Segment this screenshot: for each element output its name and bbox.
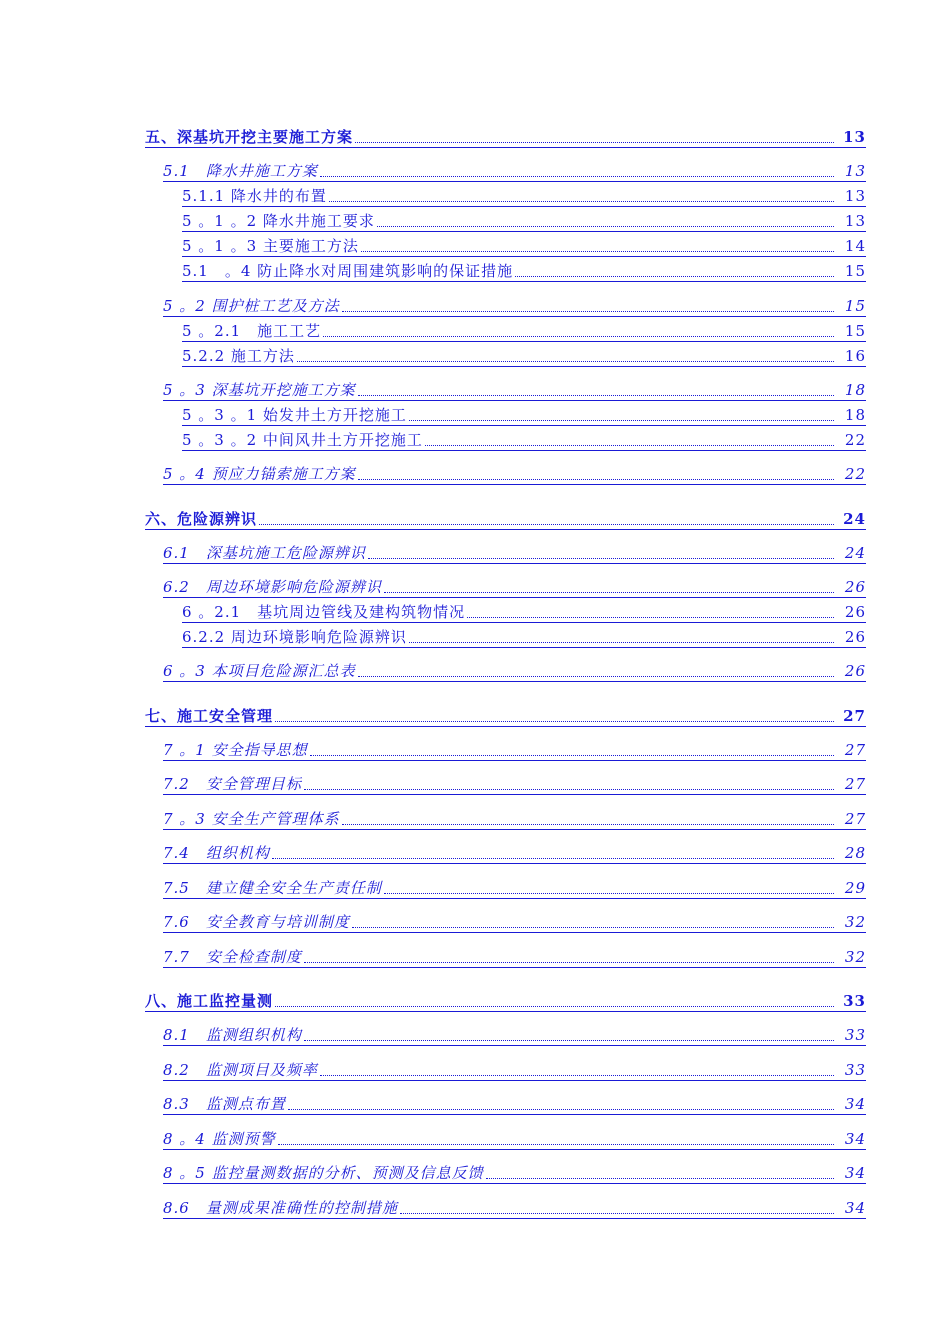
toc-entry-page-number: 27 xyxy=(844,741,866,759)
toc-entry-title: 5.1 。4 防止降水对周围建筑影响的保证措施 xyxy=(182,262,514,280)
toc-entry-title: 7 。1 安全指导思想 xyxy=(163,741,308,759)
dot-leader xyxy=(361,251,834,252)
dot-leader xyxy=(342,311,834,312)
dot-leader xyxy=(467,617,834,618)
toc-entry[interactable] xyxy=(163,1128,866,1150)
dot-leader xyxy=(342,824,834,825)
toc-entry[interactable] xyxy=(163,576,866,598)
toc-entry[interactable] xyxy=(182,404,866,426)
dot-leader xyxy=(275,1006,834,1007)
toc-entry-title: 6.2.2 周边环境影响危险源辨识 xyxy=(182,628,407,646)
toc-entry[interactable] xyxy=(163,773,866,795)
toc-entry[interactable] xyxy=(145,126,866,148)
toc-entry-title: 6 。2.1 基坑周边管线及建构筑物情况 xyxy=(182,603,466,621)
dot-leader xyxy=(409,642,834,643)
dot-leader xyxy=(329,201,834,202)
toc-entry-page-number: 29 xyxy=(844,879,866,897)
toc-entry[interactable] xyxy=(163,877,866,899)
toc-entry-title: 7.7 安全检查制度 xyxy=(163,948,302,966)
dot-leader xyxy=(304,962,834,963)
toc-entry-title: 8.1 监测组织机构 xyxy=(163,1026,302,1044)
toc-entry-title: 5 。3 。2 中间风井土方开挖施工 xyxy=(182,431,423,449)
toc-entry[interactable] xyxy=(163,739,866,761)
toc-entry-page-number: 15 xyxy=(844,297,866,315)
dot-leader xyxy=(486,1178,834,1179)
toc-entry[interactable] xyxy=(182,429,866,451)
toc-entry-page-number: 15 xyxy=(844,262,866,280)
toc-entry[interactable] xyxy=(182,601,866,623)
toc-entry-title: 8.3 监测点布置 xyxy=(163,1095,286,1113)
toc-entry-title: 5.1 降水井施工方案 xyxy=(163,162,318,180)
toc-entry-page-number: 27 xyxy=(844,810,866,828)
dot-leader xyxy=(288,1109,834,1110)
dot-leader xyxy=(425,445,834,446)
toc-entry-page-number: 13 xyxy=(844,187,866,205)
toc-entry-page-number: 26 xyxy=(844,662,866,680)
toc-entry-title: 8 。4 监测预警 xyxy=(163,1130,276,1148)
toc-entry-title: 6.1 深基坑施工危险源辨识 xyxy=(163,544,366,562)
toc-entry-page-number: 13 xyxy=(844,162,866,180)
toc-entry-page-number: 33 xyxy=(844,1026,866,1044)
toc-entry-page-number: 32 xyxy=(844,948,866,966)
toc-entry-page-number: 18 xyxy=(844,381,866,399)
toc-entry-title: 7.5 建立健全安全生产责任制 xyxy=(163,879,382,897)
toc-entry-title: 8.2 监测项目及频率 xyxy=(163,1061,318,1079)
dot-leader xyxy=(304,1040,834,1041)
dot-leader xyxy=(352,927,834,928)
toc-entry[interactable] xyxy=(163,379,866,401)
toc-entry-page-number: 26 xyxy=(844,578,866,596)
toc-entry-page-number: 34 xyxy=(844,1130,866,1148)
toc-entry-title: 7.6 安全教育与培训制度 xyxy=(163,913,350,931)
dot-leader xyxy=(275,721,834,722)
dot-leader xyxy=(384,893,834,894)
toc-entry-title: 5 。1 。2 降水井施工要求 xyxy=(182,212,375,230)
toc-entry-page-number: 16 xyxy=(844,347,866,365)
toc-entry-page-number: 14 xyxy=(844,237,866,255)
toc-entry[interactable] xyxy=(163,946,866,968)
dot-leader xyxy=(368,558,834,559)
toc-entry-page-number: 33 xyxy=(844,1061,866,1079)
dot-leader xyxy=(409,420,834,421)
toc-entry-page-number: 13 xyxy=(844,212,866,230)
dot-leader xyxy=(278,1144,834,1145)
toc-entry[interactable] xyxy=(182,185,866,207)
dot-leader xyxy=(272,858,834,859)
toc-entry-page-number: 22 xyxy=(844,431,866,449)
toc-entry[interactable] xyxy=(145,990,866,1012)
toc-entry[interactable] xyxy=(182,260,866,282)
toc-entry-page-number: 24 xyxy=(843,510,866,528)
toc-entry-page-number: 22 xyxy=(844,465,866,483)
toc-entry[interactable] xyxy=(163,295,866,317)
dot-leader xyxy=(355,142,834,143)
dot-leader xyxy=(358,395,834,396)
toc-entry-page-number: 34 xyxy=(844,1164,866,1182)
dot-leader xyxy=(515,276,834,277)
toc-entry-page-number: 32 xyxy=(844,913,866,931)
dot-leader xyxy=(358,676,834,677)
toc-entry-title: 8 。5 监控量测数据的分析、预测及信息反馈 xyxy=(163,1164,484,1182)
dot-leader xyxy=(310,755,834,756)
toc-entry-title: 6.2 周边环境影响危险源辨识 xyxy=(163,578,382,596)
toc-entry-title: 5 。2.1 施工工艺 xyxy=(182,322,322,340)
toc-entry[interactable] xyxy=(163,1162,866,1184)
toc-entry-title: 7.2 安全管理目标 xyxy=(163,775,302,793)
dot-leader xyxy=(377,226,834,227)
dot-leader xyxy=(297,361,834,362)
toc-entry-title: 5 。1 。3 主要施工方法 xyxy=(182,237,359,255)
dot-leader xyxy=(320,1075,834,1076)
toc-entry-title: 8.6 量测成果准确性的控制措施 xyxy=(163,1199,398,1217)
toc-entry[interactable] xyxy=(163,1024,866,1046)
toc-entry[interactable] xyxy=(163,1093,866,1115)
toc-entry-title: 八、施工监控量测 xyxy=(145,992,274,1010)
toc-entry-title: 5 。3 深基坑开挖施工方案 xyxy=(163,381,356,399)
dot-leader xyxy=(323,336,834,337)
toc-entry-title: 7 。3 安全生产管理体系 xyxy=(163,810,340,828)
toc-entry-page-number: 34 xyxy=(844,1095,866,1113)
toc-entry-page-number: 26 xyxy=(844,628,866,646)
toc-entry[interactable] xyxy=(182,320,866,342)
toc-entry-page-number: 28 xyxy=(844,844,866,862)
dot-leader xyxy=(400,1213,834,1214)
toc-entry[interactable] xyxy=(163,808,866,830)
toc-entry[interactable] xyxy=(182,210,866,232)
toc-entry[interactable] xyxy=(182,345,866,367)
toc-entry[interactable] xyxy=(163,542,866,564)
toc-entry-page-number: 27 xyxy=(843,707,866,725)
toc-entry[interactable] xyxy=(163,842,866,864)
toc-entry[interactable] xyxy=(163,660,866,682)
toc-entry[interactable] xyxy=(145,508,866,530)
dot-leader xyxy=(259,524,834,525)
toc-entry[interactable] xyxy=(163,160,866,182)
toc-entry[interactable] xyxy=(182,235,866,257)
toc-entry-page-number: 13 xyxy=(843,128,866,146)
toc-entry[interactable] xyxy=(145,705,866,727)
toc-entry-page-number: 15 xyxy=(844,322,866,340)
dot-leader xyxy=(358,479,834,480)
toc-entry-title: 5 。3 。1 始发井土方开挖施工 xyxy=(182,406,407,424)
toc-entry-page-number: 34 xyxy=(844,1199,866,1217)
toc-entry-page-number: 24 xyxy=(844,544,866,562)
toc-entry-page-number: 26 xyxy=(844,603,866,621)
toc-entry[interactable] xyxy=(163,1059,866,1081)
dot-leader xyxy=(304,789,834,790)
toc-entry[interactable] xyxy=(163,463,866,485)
dot-leader xyxy=(384,592,834,593)
toc-entry[interactable] xyxy=(182,626,866,648)
toc-entry-title: 5.1.1 降水井的布置 xyxy=(182,187,327,205)
toc-entry-title: 7.4 组织机构 xyxy=(163,844,270,862)
toc-entry-title: 七、施工安全管理 xyxy=(145,707,274,725)
toc-entry-page-number: 33 xyxy=(843,992,866,1010)
toc-entry-title: 5 。4 预应力锚索施工方案 xyxy=(163,465,356,483)
toc-entry-page-number: 18 xyxy=(844,406,866,424)
toc-entry-page-number: 27 xyxy=(844,775,866,793)
toc-entry-title: 5 。2 围护桩工艺及方法 xyxy=(163,297,340,315)
toc-entry[interactable] xyxy=(163,911,866,933)
toc-entry-title: 六、危险源辨识 xyxy=(145,510,258,528)
toc-entry-title: 5.2.2 施工方法 xyxy=(182,347,295,365)
dot-leader xyxy=(320,176,834,177)
toc-entry-title: 五、深基坑开挖主要施工方案 xyxy=(145,128,354,146)
toc-entry-title: 6 。3 本项目危险源汇总表 xyxy=(163,662,356,680)
toc-entry[interactable] xyxy=(163,1197,866,1219)
